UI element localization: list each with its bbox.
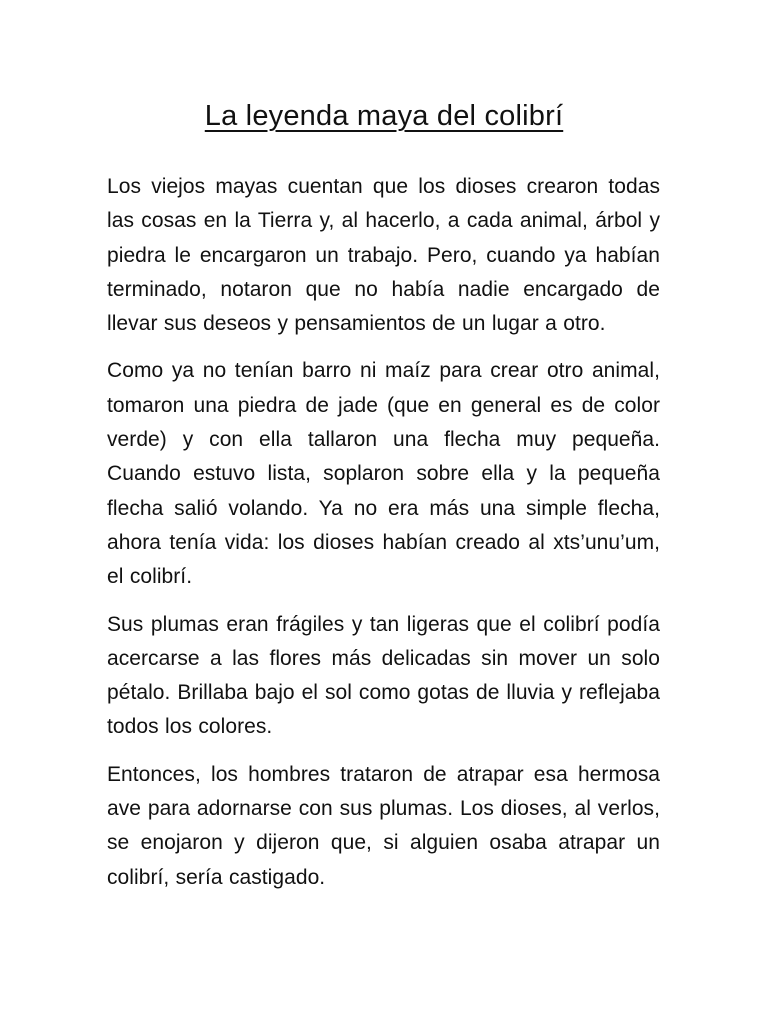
paragraph-2: Como ya no tenían barro ni maíz para crear otro animal, tomaron una piedra de jade (que en general es de color verde) y con ella tallaron una flecha muy pequeña. Cuando estuvo lista, soplaron sobre ella y la pequeña flecha salió volando. Ya no era más una simple flecha, ahora tenía vida: los dioses habían creado al xts’unu’um, el colibrí. xyxy=(107,359,660,589)
paragraph-3: Sus plumas eran frágiles y tan ligeras que el colibrí podía acercarse a las flores más delicadas sin mover un solo pétalo. Brillaba bajo el sol como gotas de lluvia y reflejaba todos los colores. xyxy=(107,612,660,739)
paragraph-1: Los viejos mayas cuentan que los dioses crearon todas las cosas en la Tierra y, al hacerlo, a cada animal, árbol y piedra le encargaron un trabajo. Pero, cuando ya habían terminado, notaron que no había nadie encargado de llevar sus deseos y pensamientos de un lugar a otro. xyxy=(107,175,660,336)
paragraph-4: Entonces, los hombres trataron de atrapar esa hermosa ave para adornarse con sus plumas. Los dioses, al verlos, se enojaron y dijeron que, si alguien osaba atrapar un colibrí, sería castigado. xyxy=(107,762,660,889)
document-title: La leyenda maya del colibrí xyxy=(204,100,564,132)
document-body xyxy=(107,170,660,908)
